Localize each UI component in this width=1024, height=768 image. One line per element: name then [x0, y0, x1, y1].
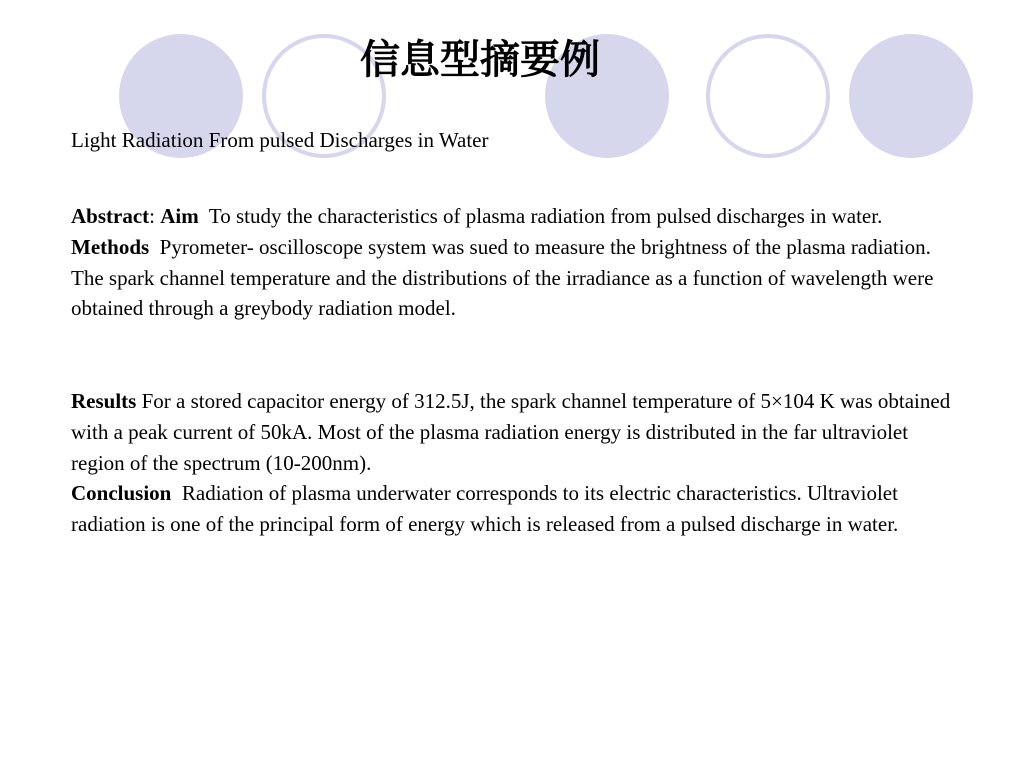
- results-text: For a stored capacitor energy of 312.5J, the spark channel temperature of 5×104 K was obtained with a peak current of 50kA. Most of the plasma radiation energy is distributed in the far ultraviolet region of the spectrum (10-200nm).: [71, 389, 956, 475]
- methods-text: Pyrometer- oscilloscope system was sued to measure the brightness of the plasma radiation. The spark channel temperature and the distributions of the irradiance as a function of wavelength were obtained through a greybody radiation model.: [71, 234, 939, 321]
- aim-text: To study the characteristics of plasma radiation from pulsed discharges in water.: [198, 204, 888, 228]
- results-label: Results: [71, 389, 137, 413]
- results-paragraph: [71, 386, 956, 540]
- abstract-paragraph: [71, 201, 951, 324]
- conclusion-label: Conclusion: [71, 481, 172, 506]
- abstract-label: Abstract: [71, 204, 150, 228]
- paper-title: Light Radiation From pulsed Discharges in Water: [71, 128, 489, 152]
- abstract-colon: :: [149, 204, 161, 228]
- slide-title: 信息型摘要例: [360, 37, 600, 83]
- methods-label: Methods: [71, 234, 150, 259]
- conclusion-text: Radiation of plasma underwater corresponds to its electric characteristics. Ultraviolet radiation is one of the principal form of energy which is released from a pulsed discharge in water.: [71, 481, 904, 537]
- aim-label: Aim: [160, 204, 199, 228]
